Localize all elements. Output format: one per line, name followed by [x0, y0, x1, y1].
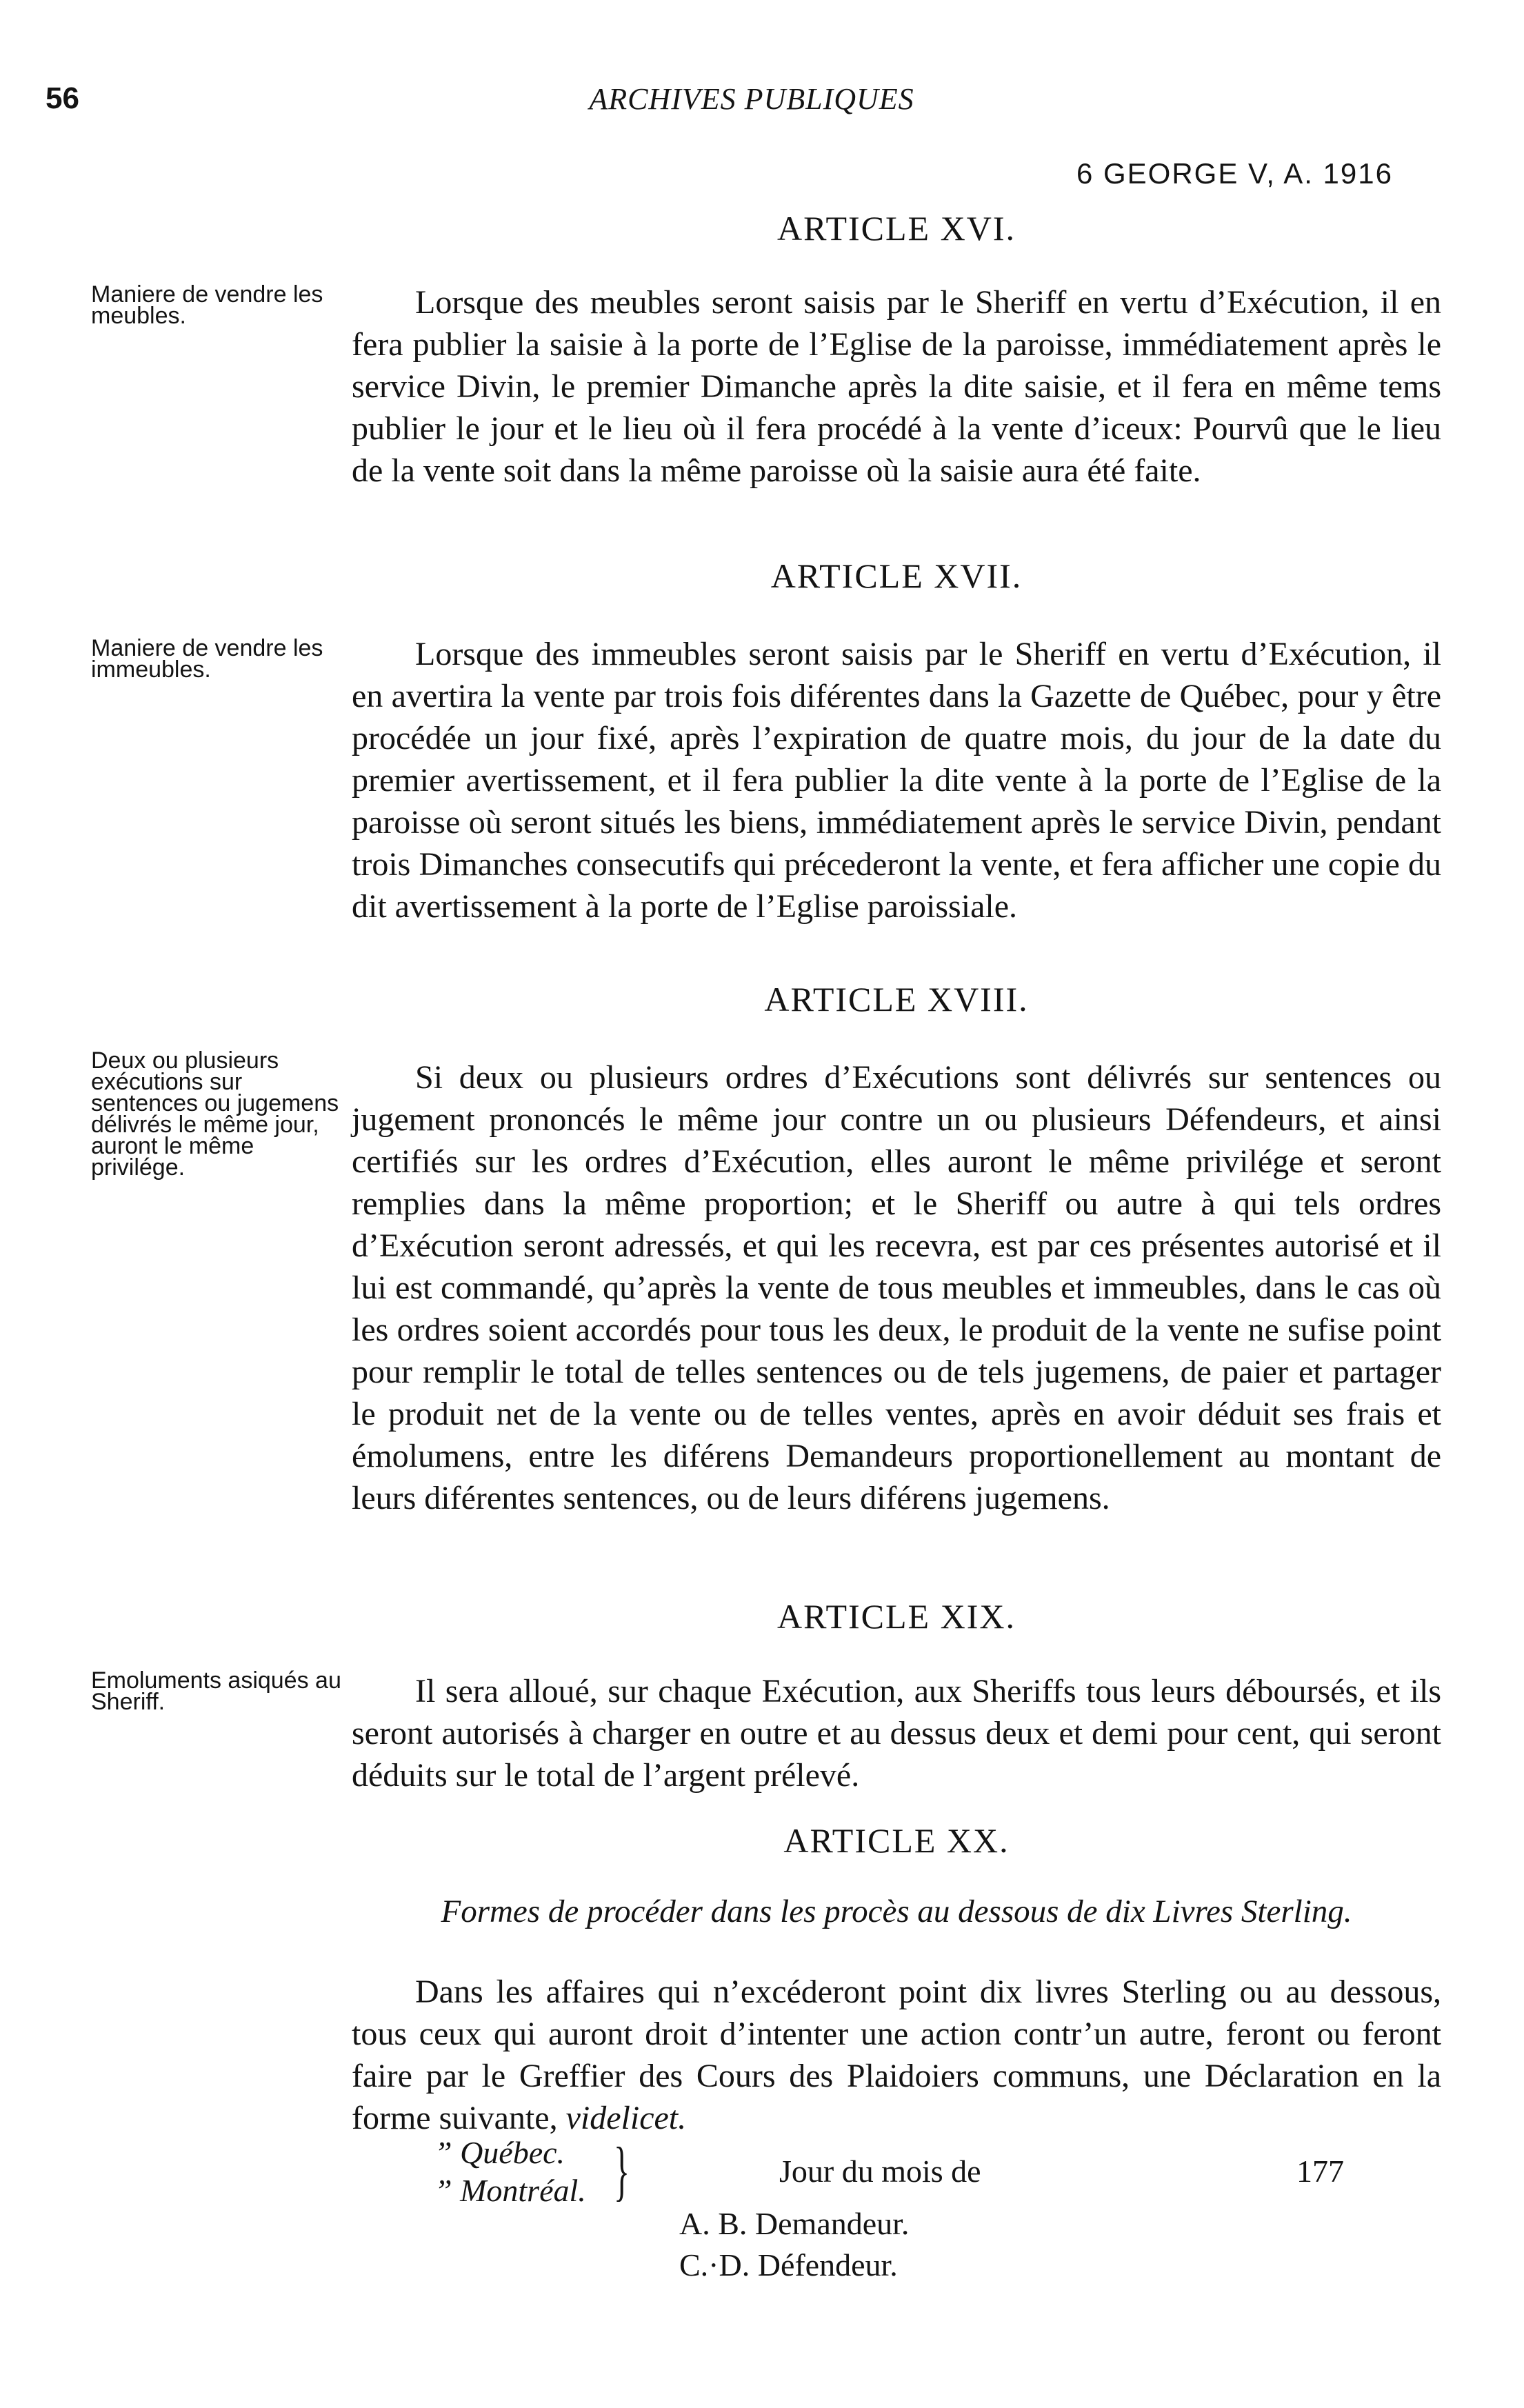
session-label: 6 GEORGE V, A. 1916	[1076, 157, 1393, 190]
article-heading: ARTICLE XVIII.	[764, 980, 1029, 1019]
form-defendant: C.·D. Défendeur.	[679, 2247, 898, 2282]
article-text: Si deux ou plusieurs ordres d’Exécutions sont délivrés sur sentences ou jugement prononcés le même jour contre un ou plusieurs Défendeurs, et ainsi certifiés sur les ordres d’Exécution, elles auront le même privilége et seront remplies dans la même proportion; et le Sheriff ou autre à qui tels ordres d’Exécution seront adressés, et qui les recevra, est par ces présentes autorisé et il lui est commandé, qu’après la vente de tous meubles et immeubles, dans le cas où les ordres soient accordés pour tous les deux, le produit de la vente ne sufise point pour remplir le total de telles sentences ou de tels jugemens, de paier et partager le produit net de la vente ou de telles ventes, après en avoir déduit ses frais et émolumens, entre les diférens Demandeurs proportionellement au montant de leurs diférentes sentences, ou de leurs diférens jugemens.	[352, 1059, 1441, 1516]
videlicet-text: videlicet.	[565, 2100, 687, 2136]
form-brace: }	[614, 2134, 630, 2207]
form-date-line: Jour du mois de	[779, 2154, 981, 2189]
article-subtitle: Formes de procéder dans les procès au dessous de dix Livres Sterling.	[441, 1894, 1352, 1929]
article-text: Lorsque des immeubles seront saisis par le Sheriff en vertu d’Exécution, il en avertira la vente par trois fois diférentes dans la Gazette de Québec, pour y être procédée un jour fixé, après l’expiration de quatre mois, du jour de la date du premier avertissement, et il fera publier la dite vente à la porte de l’Eglise de la paroisse où seront situés les biens, immédiatement après le service Divin, pendant trois Dimanches consecutifs qui précederont la vente, et fera afficher une copie du dit avertissement à la porte de l’Eglise paroissiale.	[352, 636, 1441, 925]
margin-note: Deux ou plusieurs exécutions sur sentences ou jugemens délivrés le même jour, auront le même privilége.	[91, 1047, 339, 1181]
form-place-quebec: ” Québec.	[434, 2135, 565, 2170]
article-text: Lorsque des meubles seront saisis par le Sheriff en vertu d’Exécution, il en fera publier la saisie à la porte de l’Eglise de la paroisse, immédiatement après le service Divin, le premier Dimanche après la dite saisie, et il fera en même tems publier le jour et le lieu où il fera procédé à la vente d’iceux: Pourvû que le lieu de la vente soit dans la même paroisse où la saisie aura été faite.	[352, 284, 1441, 489]
form-plaintiff: A. B. Demandeur.	[679, 2206, 910, 2241]
article-text: Il sera alloué, sur chaque Exécution, aux Sheriffs tous leurs déboursés, et ils seront autorisés à charger en outre et au dessus deux et demi pour cent, qui seront déduits sur le total de l’argent prélevé.	[352, 1673, 1441, 1794]
article-heading: ARTICLE XVI.	[777, 209, 1016, 248]
article-heading: ARTICLE XIX.	[777, 1597, 1016, 1636]
article-heading: ARTICLE XX.	[783, 1821, 1010, 1860]
article-text: Dans les affaires qui n’excéderont point dix livres Sterling ou au dessous, tous ceux qui auront droit d’intenter une action contr’un autre, feront ou feront faire par le Greffier des Cours des Plaidoiers communs, une Déclaration en la forme suivante, videlicet.	[352, 1974, 1441, 2136]
article-heading: ARTICLE XVII.	[770, 556, 1023, 595]
margin-note: Maniere de vendre les meubles.	[91, 281, 323, 329]
page-number: 56	[46, 81, 79, 115]
margin-note: Maniere de vendre les immeubles.	[91, 635, 323, 683]
form-year: 177	[1296, 2154, 1344, 2189]
running-head: ARCHIVES PUBLIQUES	[589, 82, 914, 116]
margin-note: Emoluments asiqués au Sheriff.	[91, 1667, 341, 1715]
form-place-montreal: ” Montréal.	[434, 2173, 586, 2208]
